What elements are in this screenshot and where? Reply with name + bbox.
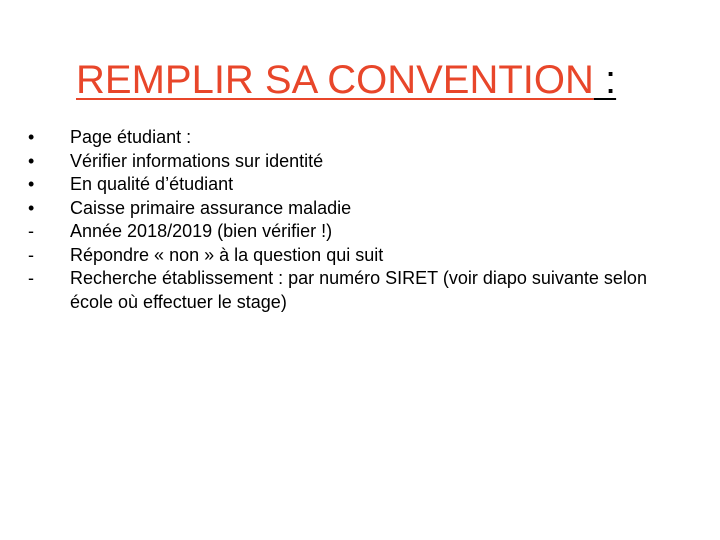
list-item — [28, 267, 678, 314]
bullet-marker: • — [28, 150, 35, 171]
list-item — [28, 197, 678, 221]
list-item — [28, 126, 678, 150]
list-item-text: En qualité d’étudiant — [70, 174, 234, 194]
list-item-text: Répondre « non » à la question qui suit — [70, 244, 384, 265]
slide-title — [76, 56, 616, 104]
list-item — [28, 220, 678, 244]
dash-marker: - — [28, 268, 34, 288]
list-item — [28, 244, 678, 268]
list-item — [28, 150, 678, 174]
list-item-text: Recherche établissement : par numéro SIRET (voir diapo suivante selon école où effectuer le stage) — [70, 268, 647, 312]
bullet-marker: • — [28, 127, 35, 147]
bullet-list — [28, 126, 678, 314]
list-item-text: Caisse primaire assurance maladie — [70, 197, 352, 218]
list-item-text: Vérifier informations sur identité — [70, 150, 324, 171]
dash-marker: - — [28, 221, 34, 241]
list-item-text: Page étudiant : — [70, 127, 192, 147]
bullet-marker: • — [28, 174, 35, 194]
slide-title-main: REMPLIR SA CONVENTION — [76, 58, 594, 102]
dash-marker: - — [28, 244, 34, 265]
list-item-text: Année 2018/2019 (bien vérifier !) — [70, 221, 333, 241]
bullet-marker: • — [28, 197, 35, 218]
list-item — [28, 173, 678, 197]
slide-title-suffix: : — [593, 58, 617, 102]
